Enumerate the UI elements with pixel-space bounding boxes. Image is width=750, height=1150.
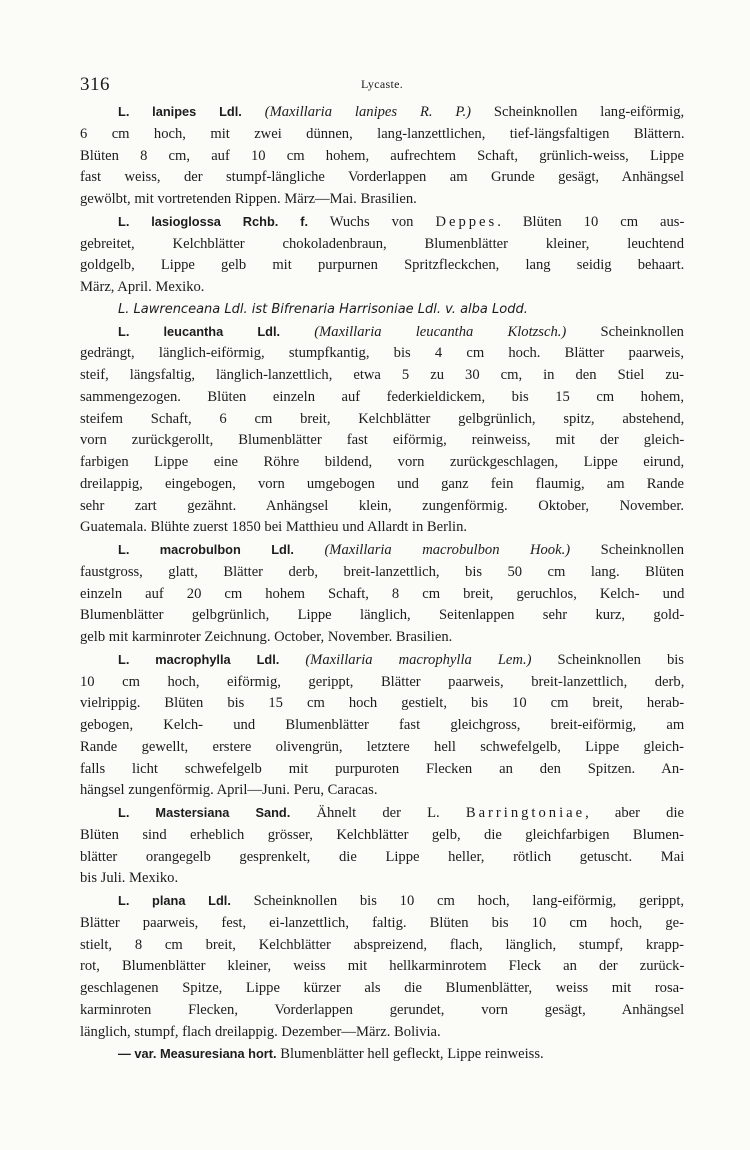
text-span: Wuchs von — [308, 213, 436, 230]
text-line: Guatemala. Blühte zuerst 1850 bei Matthieu und Allardt in Berlin. — [80, 519, 468, 536]
spaced-name: Deppes — [435, 213, 498, 230]
text-span: Ähnelt der L. — [290, 805, 466, 821]
text-line: hängsel zungenförmig. April—Juni. Peru, Caracas. — [80, 782, 378, 799]
text-span — [279, 652, 305, 668]
text-line: Blüten 8 cm, auf 10 cm hohem, aufrechtem Schaft, grünlich-weiss, Lippe — [80, 147, 684, 164]
text-line: bis Juli. Mexiko. — [80, 870, 179, 887]
text-line: Rande gewellt, erstere olivengrün, letztere hell schwefelgelb, Lippe gleich- — [80, 738, 684, 755]
text-line — [80, 649, 684, 672]
text-line: steif, längsfaltig, länglich-lanzettlich, etwa 5 zu 30 cm, in den Stiel zu- — [80, 367, 684, 383]
species-entry-macrophylla — [80, 649, 684, 802]
synonym: (Maxillaria macrophylla Lem.) — [305, 651, 532, 668]
text-line: vorn zurückgerollt, Blumenblätter fast eiförmig, reinweiss, mit der gleich- — [80, 432, 685, 449]
text-line: sehr zart gezähnt. Anhängsel klein, zungenförmig. Oktober, November. — [80, 497, 685, 514]
synonym: (Maxillaria leucantha Klotzsch.) — [314, 323, 567, 340]
text-line: 6 cm hoch, mit zwei dünnen, lang-lanzettlichen, tief-längsfaltigen Blättern. — [80, 125, 685, 142]
text-line: steifem Schaft, 6 cm breit, Kelchblätter gelbgrünlich, spitz, abstehend, — [80, 410, 685, 427]
cross-reference: L. Lawrenceana Ldl. ist Bifrenaria Harrisoniae Ldl. v. alba Lodd. — [118, 301, 528, 317]
species-name: L. lanipes Ldl. — [118, 104, 242, 119]
page-body — [80, 101, 684, 1066]
text-line: geschlagenen Spitze, Lippe kürzer als die Blumenblätter, weiss mit rosa- — [80, 980, 684, 996]
species-entry-leucantha — [80, 321, 684, 540]
text-line: dreilappig, eingebogen, vorn umgebogen und ganz fein flaumig, am Rande — [80, 475, 684, 492]
variety-name: — var. Measuresiana hort. — [118, 1046, 277, 1062]
text-line: blätter orangegelb gesprenkelt, die Lippe heller, rötlich getuscht. Mai — [80, 848, 685, 865]
text-line: gewölbt, mit vortretenden Rippen. März—Mai. Brasilien. — [80, 191, 417, 207]
text-line: März, April. Mexiko. — [80, 279, 205, 295]
text-span: Blumenblätter hell gefleckt, Lippe reinweiss. — [276, 1046, 544, 1063]
species-entry-plana — [80, 890, 684, 1043]
species-name: L. lasioglossa Rchb. f. — [118, 213, 309, 229]
page-number: 316 — [80, 74, 110, 95]
species-name: L. Mastersiana Sand. — [118, 805, 291, 820]
text-line — [80, 802, 684, 825]
text-line: vielrippig. Blüten bis 15 cm hoch gestielt, bis 10 cm breit, herab- — [80, 695, 685, 712]
species-name: L. leucantha Ldl. — [118, 323, 281, 339]
text-span: Scheinknollen — [566, 323, 684, 340]
text-line: 10 cm hoch, eiförmig, gerippt, Blätter paarweis, breit-lanzettlich, derb, — [80, 673, 685, 690]
text-line: Blüten sind erheblich grösser, Kelchblätter gelb, die gleichfarbigen Blumen- — [80, 826, 685, 843]
species-entry-macrobulbon — [80, 539, 684, 649]
species-entry-lasioglossa — [80, 211, 684, 299]
text-span: , aber die — [585, 805, 684, 821]
text-line — [80, 321, 684, 344]
text-line: einzeln auf 20 cm hohem Schaft, 8 cm breit, geruchlos, Kelch- und — [80, 585, 685, 602]
text-line: falls licht schwefelgelb mit purpuroten Flecken an den Spitzen. An- — [80, 760, 684, 777]
text-line: Blätter paarweis, fest, ei-lanzettlich, faltig. Blüten bis 10 cm hoch, ge- — [80, 914, 684, 931]
text-line: Blumenblätter gelbgrünlich, Lippe länglich, Seitenlappen sehr kurz, gold- — [80, 607, 685, 624]
page-header — [80, 74, 684, 98]
text-line: gedrängt, länglich-eiförmig, stumpfkantig, bis 4 cm hoch. Blätter paarweis, — [80, 345, 684, 362]
text-span: Scheinknollen bis 10 cm hoch, lang-eiförmig, gerippt, — [230, 893, 685, 909]
synonym: (Maxillaria lanipes R. P.) — [264, 104, 471, 120]
text-line: gelb mit karminroter Zeichnung. October, November. Brasilien. — [80, 629, 453, 645]
text-line — [80, 890, 684, 913]
text-line: goldgelb, Lippe gelb mit purpurnen Spritzfleckchen, lang seidig behaart. — [80, 257, 685, 274]
text-span: Scheinknollen — [570, 542, 685, 558]
text-line: stielt, 8 cm breit, Kelchblätter abspreizend, flach, länglich, stumpf, krapp- — [80, 936, 684, 953]
text-line: sammengezogen. Blüten einzeln auf federkieldickem, bis 15 cm hohem, — [80, 388, 685, 405]
text-line — [80, 539, 684, 562]
text-span — [242, 104, 265, 120]
species-entry-mastersiana — [80, 802, 684, 890]
text-line — [80, 1043, 684, 1066]
text-span — [294, 542, 324, 558]
text-span: Scheinknollen bis — [531, 651, 684, 668]
synonym: (Maxillaria macrobulbon Hook.) — [324, 542, 571, 558]
text-line: karminroten Flecken, Vorderlappen gerundet, vorn gesägt, Anhängsel — [80, 1001, 685, 1018]
text-line: gebreitet, Kelchblätter chokoladenbraun, Blumenblätter kleiner, leuchtend — [80, 235, 685, 252]
spaced-name: Barringtoniae — [465, 805, 586, 821]
text-span: Scheinknollen lang-eiförmig, — [470, 104, 685, 120]
text-line: faustgross, glatt, Blätter derb, breit-lanzettlich, bis 50 cm lang. Blüten — [80, 563, 684, 580]
text-line: gebogen, Kelch- und Blumenblätter fast gleichgross, breit-eiförmig, am — [80, 717, 685, 733]
text-line: rot, Blumenblätter kleiner, weiss mit hellkarminrotem Fleck an der zurück- — [80, 958, 685, 975]
species-name: L. macrophylla Ldl. — [118, 651, 280, 667]
species-name: L. plana Ldl. — [118, 893, 231, 908]
species-entry-lawrenceana — [80, 299, 684, 321]
species-entry-lanipes — [80, 101, 684, 211]
text-line: fast weiss, der stumpf-längliche Vorderlappen am Grunde gesägt, Anhängsel — [80, 169, 685, 186]
text-line: länglich, stumpf, flach dreilappig. Dezember—März. Bolivia. — [80, 1023, 441, 1040]
text-span — [280, 324, 314, 340]
text-line — [80, 211, 684, 234]
running-head: Lycaste. — [360, 77, 404, 91]
text-span: . Blüten 10 cm aus- — [497, 213, 685, 230]
text-line — [80, 101, 684, 124]
variety-entry-measuresiana — [80, 1043, 684, 1066]
species-name: L. macrobulbon Ldl. — [118, 542, 294, 557]
text-line: farbigen Lippe eine Röhre bildend, vorn zurückgeschlagen, Lippe eirund, — [80, 454, 685, 470]
